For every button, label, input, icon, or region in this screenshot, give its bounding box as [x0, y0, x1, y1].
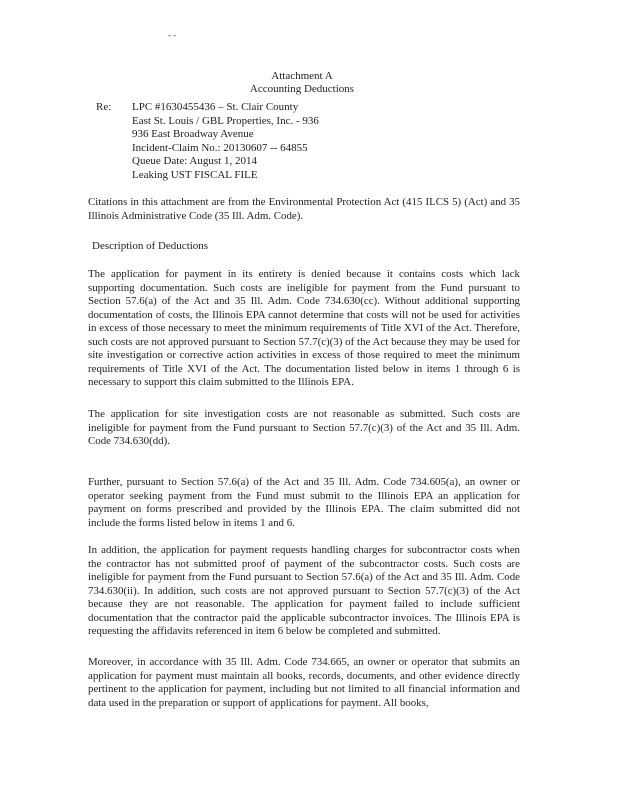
body-paragraph: Further, pursuant to Section 57.6(a) of the Act and 35 Ill. Adm. Code 734.605(a), an owner or operator seeking payment from the Fund must submit to the Illinois EPA an application for payment on forms prescribed and provided by the Illinois EPA. The claim submitted did not include the forms listed below in items 1 and 6. [88, 476, 520, 529]
section-heading: Description of Deductions [92, 240, 209, 252]
document-title: Attachment A [271, 70, 333, 82]
body-paragraph: Moreover, in accordance with 35 Ill. Adm. Code 734.665, an owner or operator that submits an application for payment must maintain all books, records, documents, and other evidence directly pertinent to the application for payment, including but not limited to all financial information and data used in the preparation or support of applications for payment. All books, [88, 656, 520, 709]
re-line: Incident-Claim No.: 20130607 -- 64855 [132, 141, 308, 154]
body-paragraph: In addition, the application for payment requests handling charges for subcontractor costs when the contractor has not submitted proof of payment of the subcontractor costs. Such costs are ineligible for payment from the Fund pursuant to Section 57.6(a) of the Act and 35 Ill. Adm. Code 734.630(ii). In addition, such costs are not approved pursuant to Section 57.7(c)(3) of the Act because they are not reasonable. The application for payment failed to include sufficient documentation that the contractor paid the applicable subcontractor invoices. The Illinois EPA is requesting the affidavits referenced in item 6 below be completed and submitted. [88, 544, 520, 637]
re-label: Re: [96, 101, 112, 113]
re-line: Queue Date: August 1, 2014 [132, 155, 257, 168]
re-block [132, 101, 319, 183]
re-line: Leaking UST FISCAL FILE [132, 168, 258, 181]
re-line: East St. Louis / GBL Properties, Inc. - 936 [132, 114, 319, 127]
body-paragraph: The application for site investigation costs are not reasonable as submitted. Such costs are ineligible for payment from the Fund pursuant to Section 57.7(c)(3) of the Act and 35 Ill. Adm. Code 734.630(dd). [88, 408, 520, 447]
citations-paragraph: Citations in this attachment are from the Environmental Protection Act (415 ILCS 5) (Act) and 35 Illinois Administrative Code (35 Ill. Adm. Code). [88, 196, 520, 222]
re-line: LPC #1630455436 – St. Clair County [132, 101, 299, 113]
body-paragraph: The application for payment in its entirety is denied because it contains costs which lack supporting documentation. Such costs are ineligible for payment from the Fund pursuant to Section 57.6(a) of the Act and 35 Ill. Adm. Code 734.630(cc). Without additional supporting documentation of costs, the Illinois EPA cannot determine that costs will not be used for activities in excess of those necessary to meet the minimum requirements of Title XVI of the Act. Therefore, such costs are not approved pursuant to Section 57.7(c)(3) of the Act because they may be used for site investigation or corrective action activities in excess of those required to meet the minimum requirements of Title XVI of the Act. The documentation listed below in items 1 through 6 is necessary to support this claim submitted to the Illinois EPA. [88, 268, 520, 388]
document-subtitle: Accounting Deductions [249, 83, 355, 95]
corner-mark: - - [168, 30, 177, 40]
re-line: 936 East Broadway Avenue [132, 128, 254, 141]
